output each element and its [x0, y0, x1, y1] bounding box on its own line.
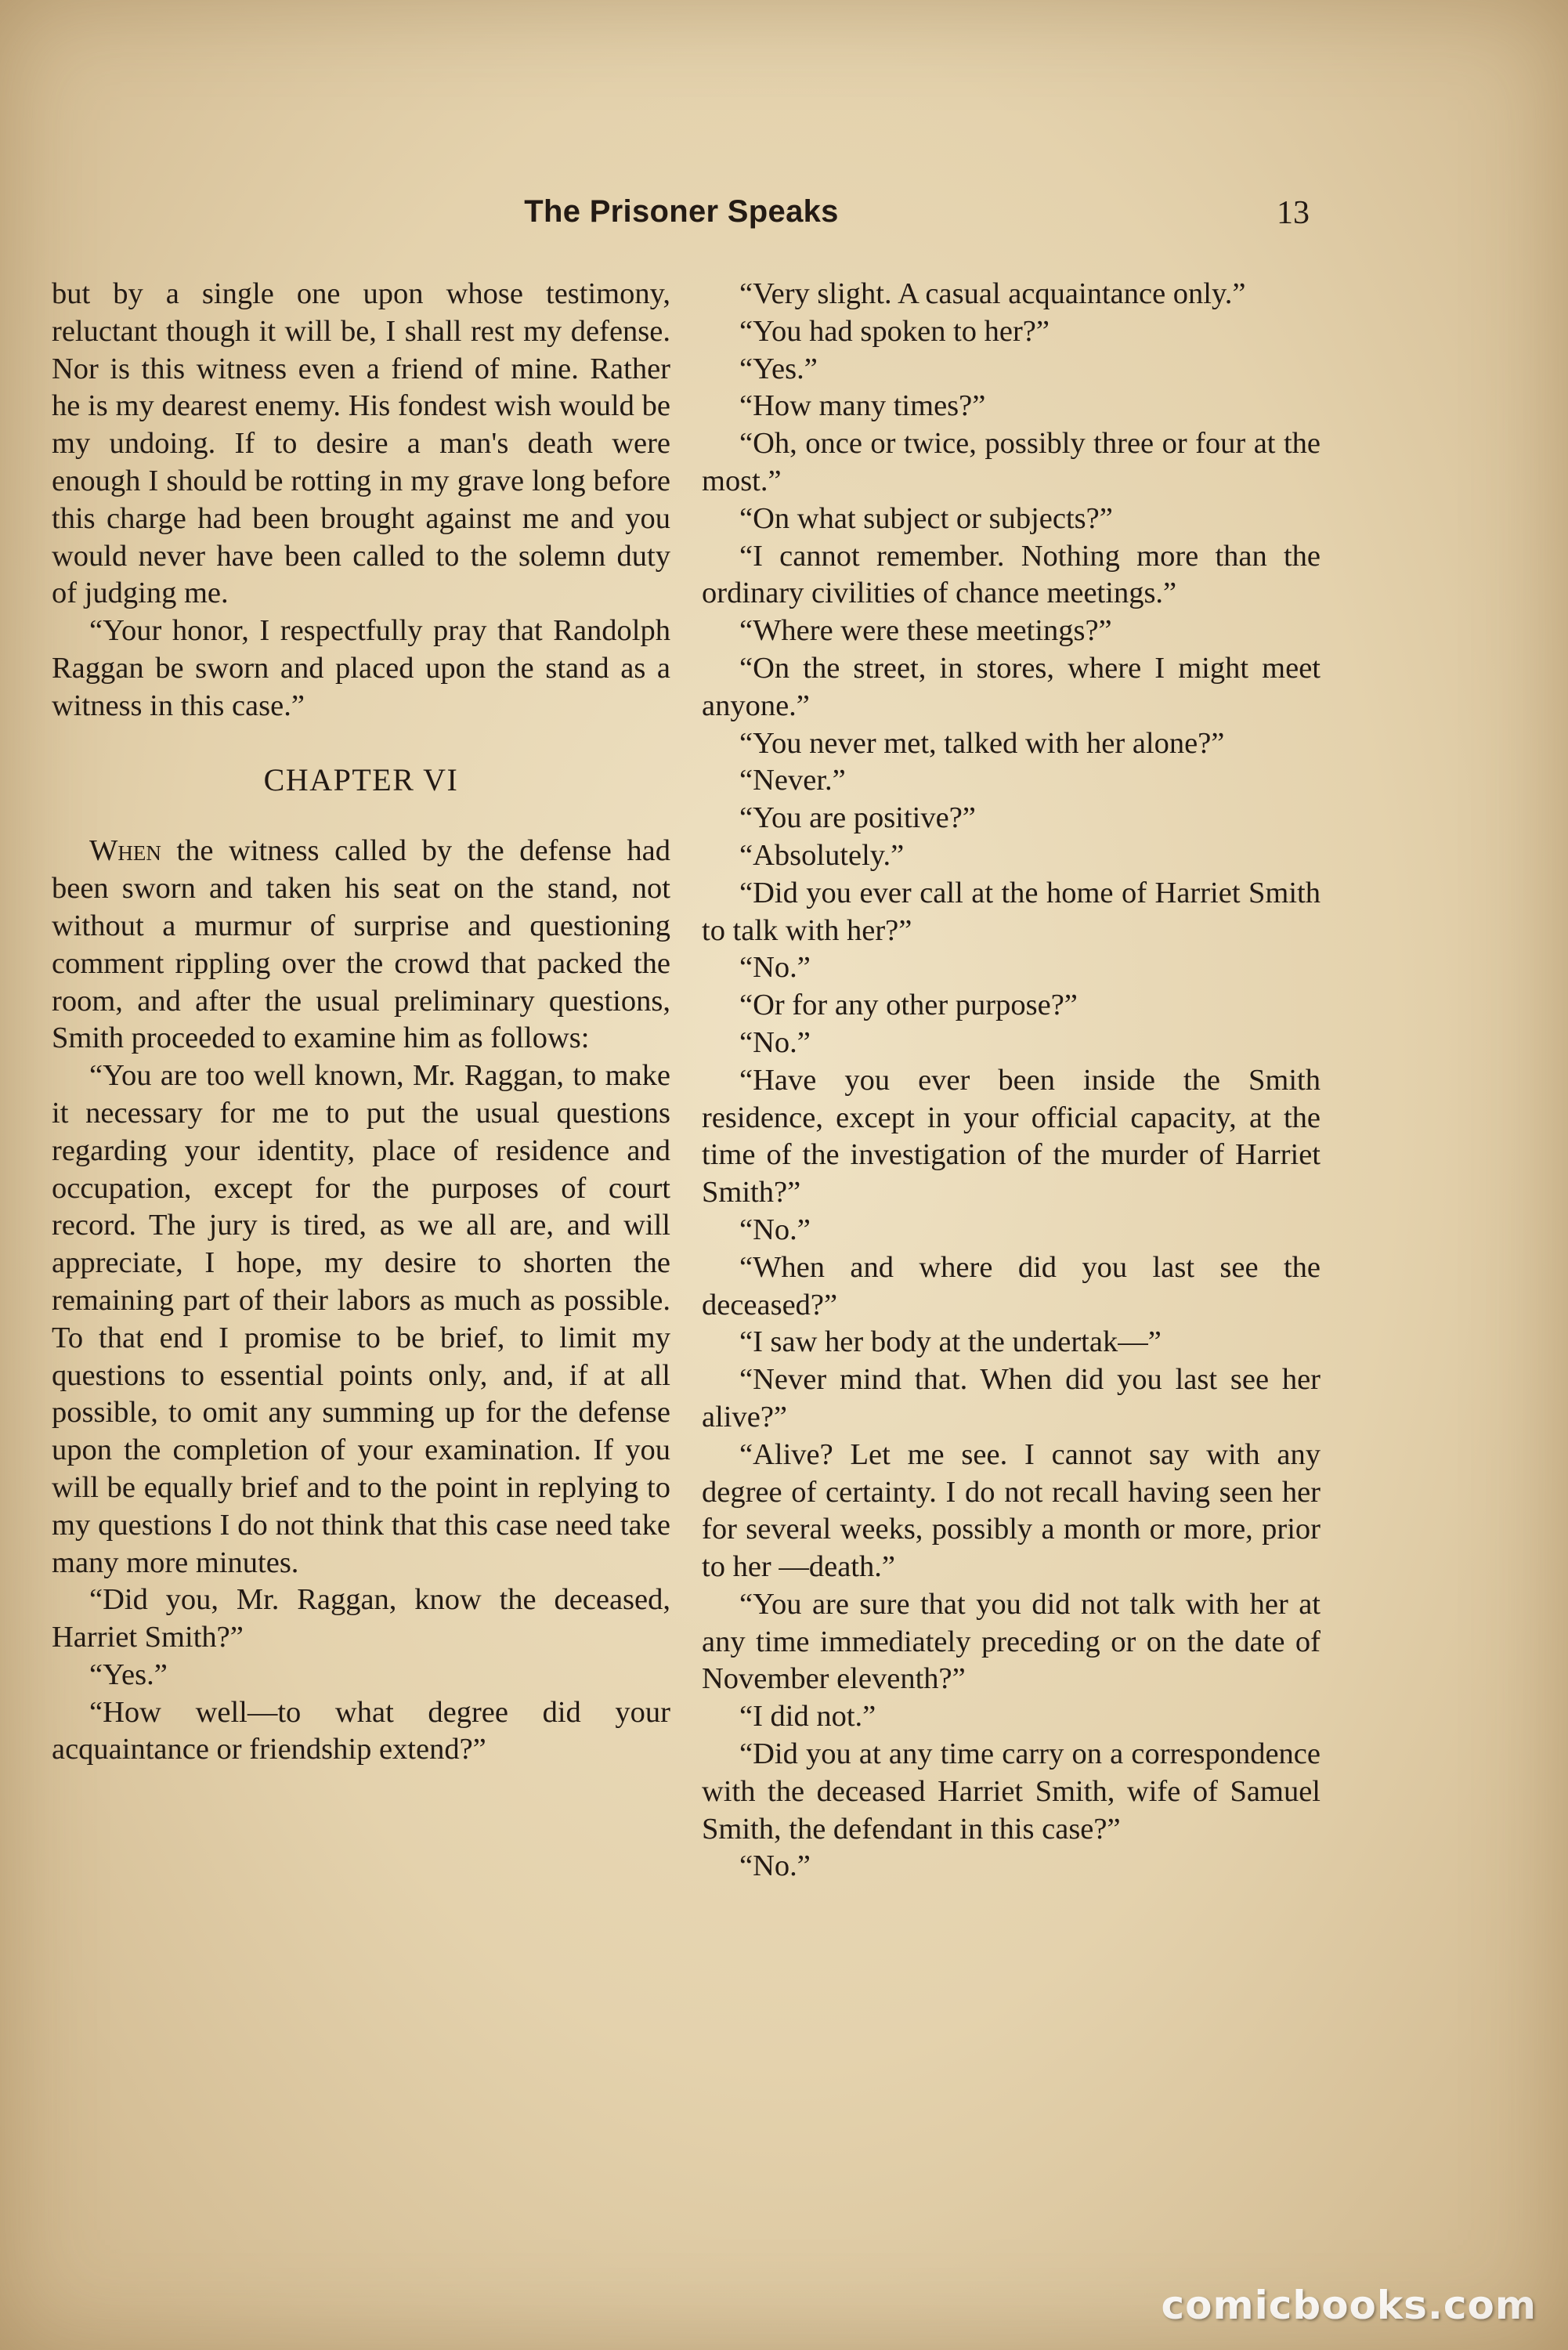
dialogue-line: “No.” — [739, 951, 811, 985]
dialogue-line: “Yes.” — [739, 352, 818, 385]
dialogue-line: “Never mind that. When did you last see her alive?” — [702, 1363, 1321, 1434]
dialogue-line: “Oh, once or twice, possibly three or four at the most.” — [702, 427, 1321, 497]
dialogue-line: “No.” — [739, 1213, 811, 1246]
dialogue-line: “No.” — [739, 1025, 811, 1059]
watermark-logo: comicbooks.com — [1161, 2283, 1537, 2328]
dialogue-line: “Have you ever been inside the Smith residence, except in your official capacity, at the time of the investigation of the murder of Harriet Smith?” — [702, 1063, 1321, 1209]
drop-word: When — [89, 834, 161, 868]
dialogue-line: “On the street, in stores, where I might meet anyone.” — [702, 651, 1321, 722]
paragraph-text: the witness called by the defense had been sworn and taken his seat on the stand, not without a murmur of surprise and questioning comment rippling over the crowd that packed the room, and after the usual preliminary questions, Smith proceeded to examine him as follows: — [52, 834, 670, 1055]
dialogue-line: “You are sure that you did not talk with her at any time immediately preceding or on the date of November eleventh?” — [702, 1587, 1321, 1696]
paragraph — [52, 833, 670, 1058]
dialogue-line: “You are positive?” — [739, 801, 976, 835]
paragraph: “Your honor, I respectfully pray that Randolph Raggan be sworn and placed upon the stand as a witness in this case.” — [52, 614, 670, 722]
dialogue-line: “Never.” — [739, 764, 846, 797]
page-number: 13 — [1277, 195, 1310, 231]
chapter-heading: CHAPTER VI — [263, 761, 459, 797]
running-head: The Prisoner Speaks — [524, 194, 839, 229]
dialogue-line: “Absolutely.” — [739, 838, 905, 872]
dialogue-line: “I did not.” — [739, 1700, 876, 1734]
dialogue-line: “You never met, talked with her alone?” — [739, 726, 1225, 760]
dialogue-line: “Or for any other purpose?” — [739, 989, 1078, 1022]
dialogue-line: “On what subject or subjects?” — [739, 501, 1113, 535]
paragraph: “Yes.” — [89, 1658, 168, 1691]
dialogue-line: “How many times?” — [739, 389, 986, 423]
paragraph: “You are too well known, Mr. Raggan, to make it necessary for me to put the usual questions regarding your identity, place of residence and occupation, except for the purposes of court record. The jury is tired, as we all are, and will appreciate, I hope, my desire to shorten the remaining part of their labors as much as possible. To that end I promise to be brief, to limit my questions to essential points only, and, if at all possible, to omit any summing up for the defense upon the completion of your examination. If you will be equally brief and to the point in replying to my questions I do not think that this case need take many more minutes. — [52, 1059, 670, 1579]
dialogue-line: “When and where did you last see the deceased?” — [702, 1250, 1321, 1321]
paragraph: “How well—to what degree did your acquaintance or friendship extend?” — [52, 1695, 670, 1766]
dialogue-line: “Where were these meetings?” — [739, 614, 1112, 648]
dialogue-line: “Very slight. A casual acquaintance only.” — [739, 277, 1246, 310]
right-column — [702, 276, 1321, 1885]
dialogue-line: “I cannot remember. Nothing more than the ordinary civilities of chance meetings.” — [702, 539, 1321, 610]
left-column — [52, 276, 670, 1769]
dialogue-line: “No.” — [739, 1849, 811, 1883]
paragraph: “Did you, Mr. Raggan, know the deceased, Harriet Smith?” — [52, 1583, 670, 1654]
dialogue-line: “I saw her body at the undertak—” — [739, 1325, 1162, 1359]
dialogue-line: “You had spoken to her?” — [739, 314, 1050, 348]
paragraph: but by a single one upon whose testimony, reluctant though it will be, I shall rest my defense. Nor is this witness even a friend of mine. Rather he is my dearest enemy. His fondest wish would be my undoing. If to desire a man's death were enough I should be rotting in my grave long before this charge had been brought against me and you would never have been called to the solemn duty of judging me. — [52, 277, 670, 610]
dialogue-line: “Did you ever call at the home of Harriet Smith to talk with her?” — [702, 876, 1321, 947]
dialogue-line: “Alive? Let me see. I cannot say with any degree of certainty. I do not recall having seen her for several weeks, possibly a month or more, prior to her —death.” — [702, 1437, 1321, 1584]
dialogue-line: “Did you at any time carry on a correspondence with the deceased Harriet Smith, wife of Samuel Smith, the defendant in this case?” — [702, 1737, 1321, 1846]
